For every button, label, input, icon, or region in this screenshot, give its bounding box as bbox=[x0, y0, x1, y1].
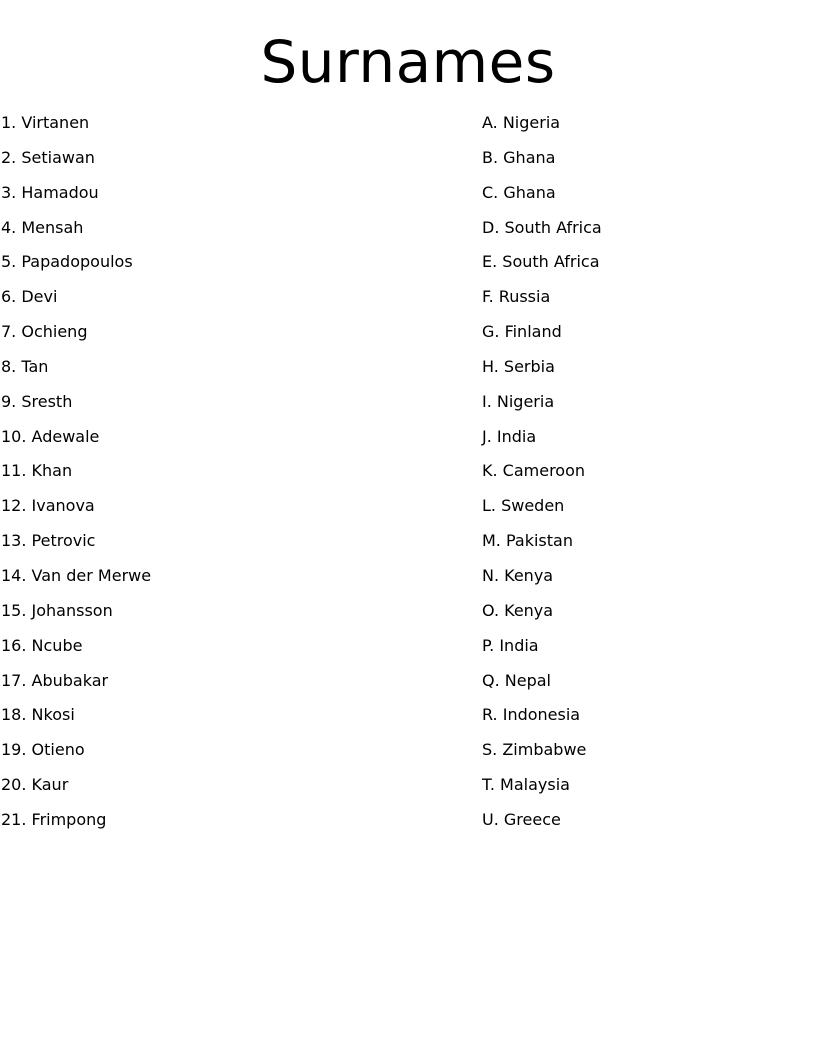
country-item: I. Nigeria bbox=[482, 391, 555, 411]
surname-item: 14. Van der Merwe bbox=[1, 565, 152, 585]
surname-item: 8. Tan bbox=[1, 356, 49, 376]
country-item: E. South Africa bbox=[482, 252, 600, 272]
country-item: R. Indonesia bbox=[482, 705, 581, 725]
country-item: G. Finland bbox=[482, 322, 562, 342]
country-item: A. Nigeria bbox=[482, 113, 561, 132]
country-item: K. Cameroon bbox=[482, 461, 586, 481]
surname-item: 5. Papadopoulos bbox=[1, 252, 133, 272]
surname-item: 13. Petrovic bbox=[1, 531, 96, 551]
surname-item: 20. Kaur bbox=[1, 775, 69, 795]
country-item: F. Russia bbox=[482, 287, 551, 307]
country-item: P. India bbox=[482, 635, 539, 655]
country-item: C. Ghana bbox=[482, 182, 556, 202]
country-item: H. Serbia bbox=[482, 356, 555, 376]
surname-item: 9. Sresth bbox=[1, 391, 73, 411]
surname-item: 1. Virtanen bbox=[1, 113, 90, 132]
country-item: O. Kenya bbox=[482, 600, 554, 620]
surname-item: 16. Ncube bbox=[1, 635, 83, 655]
surname-item: 4. Mensah bbox=[1, 217, 84, 237]
surname-list bbox=[1, 111, 151, 843]
country-item: J. India bbox=[482, 426, 537, 446]
surname-item: 6. Devi bbox=[1, 287, 58, 307]
country-item: N. Kenya bbox=[482, 565, 554, 585]
country-item: M. Pakistan bbox=[482, 531, 573, 551]
country-list bbox=[482, 111, 602, 843]
surname-item: 17. Abubakar bbox=[1, 670, 109, 690]
country-item: Q. Nepal bbox=[482, 670, 551, 690]
surname-item: 2. Setiawan bbox=[1, 147, 95, 167]
surname-item: 19. Otieno bbox=[1, 740, 85, 760]
country-item: T. Malaysia bbox=[482, 775, 570, 795]
country-item: D. South Africa bbox=[482, 217, 602, 237]
country-item: U. Greece bbox=[482, 809, 561, 829]
surname-item: 21. Frimpong bbox=[1, 809, 107, 829]
surname-item: 11. Khan bbox=[1, 461, 73, 481]
country-item: L. Sweden bbox=[482, 496, 565, 516]
surname-item: 15. Johansson bbox=[1, 600, 113, 620]
surname-item: 10. Adewale bbox=[1, 426, 100, 446]
country-item: B. Ghana bbox=[482, 147, 556, 167]
surname-item: 18. Nkosi bbox=[1, 705, 75, 725]
surname-item: 7. Ochieng bbox=[1, 322, 88, 342]
surname-item: 12. Ivanova bbox=[1, 496, 95, 516]
page-title: Surnames bbox=[260, 28, 556, 96]
country-item: S. Zimbabwe bbox=[482, 740, 587, 760]
surname-item: 3. Hamadou bbox=[1, 182, 99, 202]
